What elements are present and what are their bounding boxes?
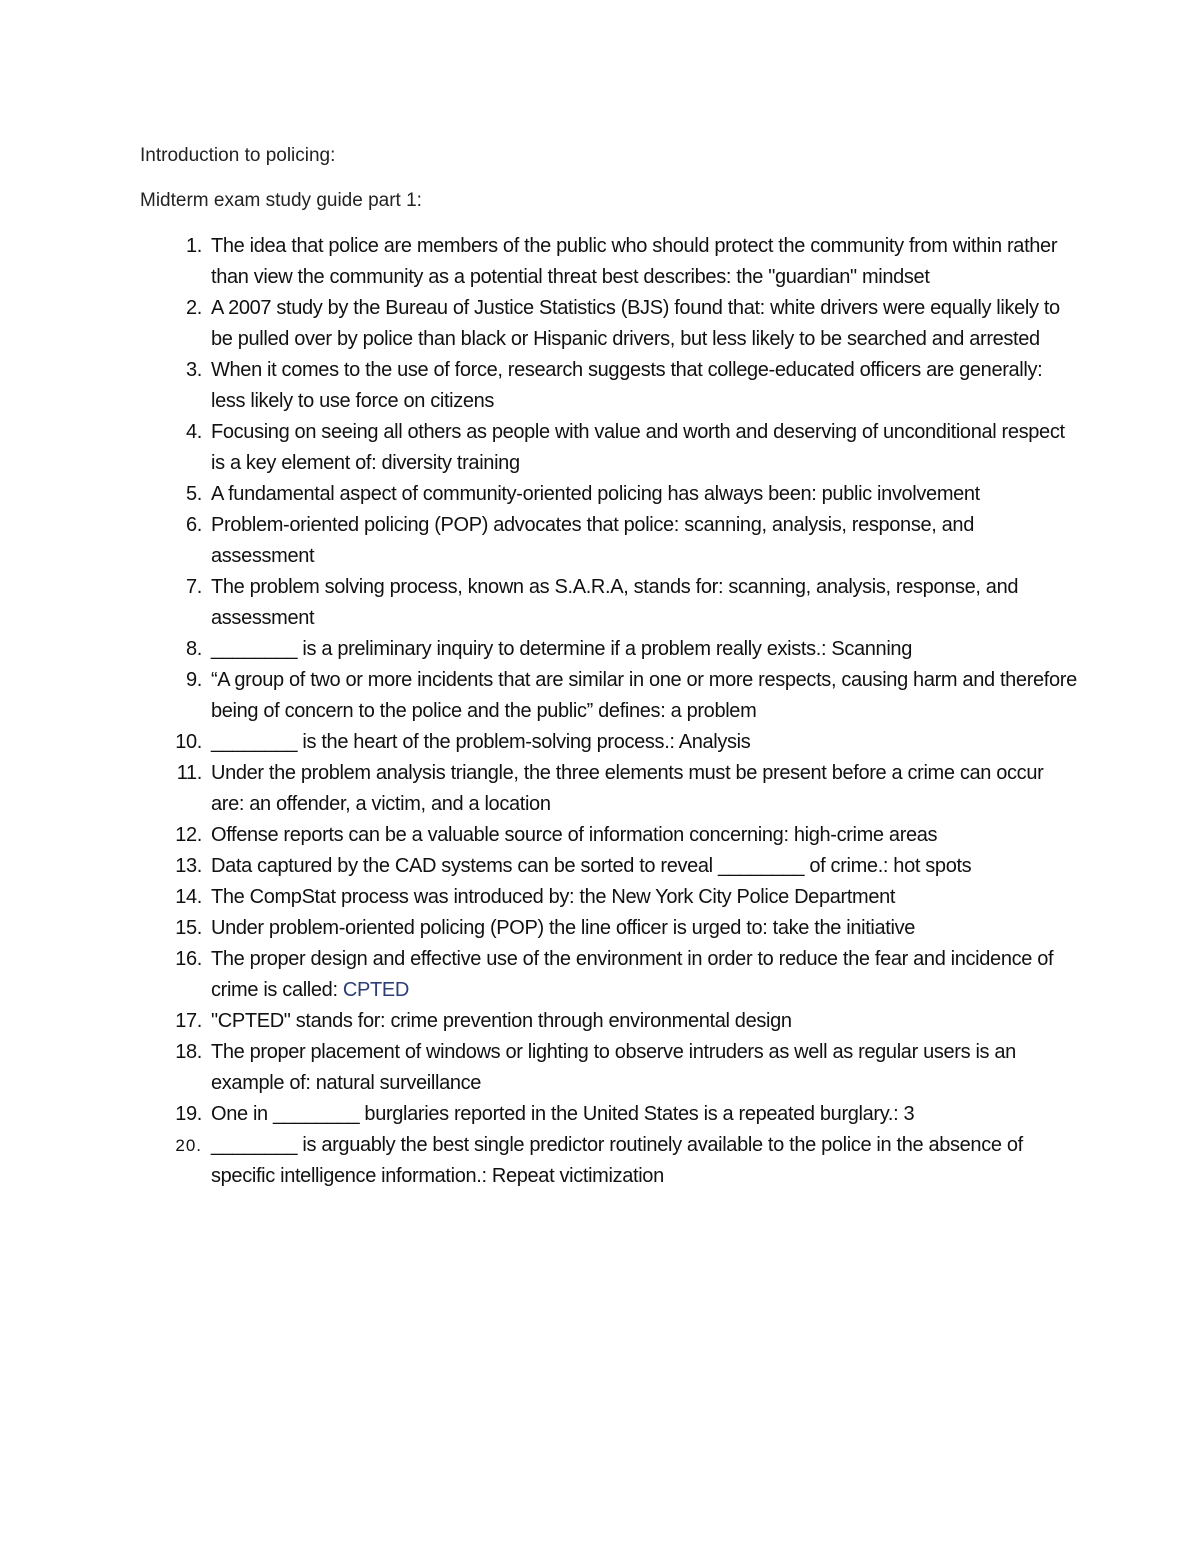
item-text: ________ is the heart of the problem-solving process.: Analysis: [211, 731, 751, 753]
list-item: [0, 820, 1080, 851]
item-text: ________ is a preliminary inquiry to determine if a problem really exists.: Scanning: [211, 638, 912, 660]
item-number: 4.: [186, 421, 202, 443]
list-item: [0, 665, 1080, 727]
list-item: [0, 1130, 1080, 1192]
list-item: [0, 572, 1080, 634]
list-item: [0, 479, 1080, 510]
item-number: 17.: [175, 1010, 202, 1032]
item-number: 9.: [186, 669, 202, 691]
item-number: 11.: [176, 762, 202, 784]
item-text: A 2007 study by the Bureau of Justice Statistics (BJS) found that: white drivers were equally likely to be pulled over by police than black or Hispanic drivers, but less likely to be searched and arrested: [211, 297, 1060, 350]
item-text: When it comes to the use of force, research suggests that college-educated officers are generally: less likely to use force on citizens: [211, 359, 1043, 412]
list-item: [0, 1037, 1080, 1099]
item-text: The problem solving process, known as S.A.R.A, stands for: scanning, analysis, response, and assessment: [211, 576, 1019, 629]
list-item: [0, 1099, 1080, 1130]
item-number: 7.: [186, 576, 202, 598]
item-number: 8.: [186, 638, 202, 660]
item-number: 12.: [175, 824, 202, 846]
item-number: 13.: [175, 855, 202, 877]
list-item: [0, 355, 1080, 417]
item-text: ________ is arguably the best single predictor routinely available to the police in the absence of specific intelligence information.: Repeat victimization: [211, 1134, 1023, 1187]
item-text: The proper design and effective use of the environment in order to reduce the fear and incidence of crime is called:: [211, 948, 1054, 1001]
item-text: Problem-oriented policing (POP) advocates that police: scanning, analysis, response, and assessment: [211, 514, 974, 567]
item-text: The proper placement of windows or lighting to observe intruders as well as regular users is an example of: natural surveillance: [211, 1041, 1016, 1094]
item-number: 15.: [175, 917, 202, 939]
item-text: A fundamental aspect of community-oriented policing has always been: public involvement: [211, 483, 980, 505]
list-item: [0, 634, 1080, 665]
list-item: [0, 727, 1080, 758]
list-item: [0, 510, 1080, 572]
item-text: Offense reports can be a valuable source of information concerning: high-crime areas: [211, 824, 938, 846]
list-item: [0, 231, 1080, 293]
item-text: Data captured by the CAD systems can be sorted to reveal ________ of crime.: hot spots: [211, 855, 972, 877]
document-title: Introduction to policing:: [140, 145, 336, 166]
list-item: [0, 882, 1080, 913]
list-item: [0, 293, 1080, 355]
item-text: “A group of two or more incidents that are similar in one or more respects, causing harm and therefore being of concern to the police and the public” defines: a problem: [211, 669, 1077, 722]
item-number: 3.: [186, 359, 202, 381]
list-item: [0, 758, 1080, 820]
item-text: The idea that police are members of the public who should protect the community from within rather than view the community as a potential threat best describes: the "guardian" mindset: [211, 235, 1058, 288]
item-number: 18.: [175, 1041, 202, 1063]
item-number: 20.: [175, 1136, 202, 1155]
list-item: [0, 944, 1080, 1006]
item-number: 19.: [175, 1103, 202, 1125]
item-number: 5.: [186, 483, 202, 505]
item-number: 14.: [175, 886, 202, 908]
list-item: [0, 851, 1080, 882]
question-list: [0, 231, 1080, 1192]
item-number: 16.: [175, 948, 202, 970]
answer-cpted: CPTED: [342, 979, 409, 1001]
item-text: Focusing on seeing all others as people with value and worth and deserving of unconditional respect is a key element of: diversity training: [211, 421, 1065, 474]
item-number: 2.: [186, 297, 202, 319]
document-subtitle: Midterm exam study guide part 1:: [140, 190, 422, 211]
list-item: [0, 913, 1080, 944]
item-text: Under the problem analysis triangle, the three elements must be present before a crime can occur are: an offender, a victim, and a location: [211, 762, 1044, 815]
item-number: 1.: [186, 235, 202, 257]
item-text: The CompStat process was introduced by: the New York City Police Department: [211, 886, 896, 908]
item-text: "CPTED" stands for: crime prevention through environmental design: [211, 1010, 792, 1032]
item-number: 10.: [175, 731, 202, 753]
item-text: One in ________ burglaries reported in the United States is a repeated burglary.: 3: [211, 1103, 915, 1125]
list-item: [0, 1006, 1080, 1037]
item-text: Under problem-oriented policing (POP) the line officer is urged to: take the initiative: [211, 917, 916, 939]
item-number: 6.: [186, 514, 202, 536]
list-item: [0, 417, 1080, 479]
